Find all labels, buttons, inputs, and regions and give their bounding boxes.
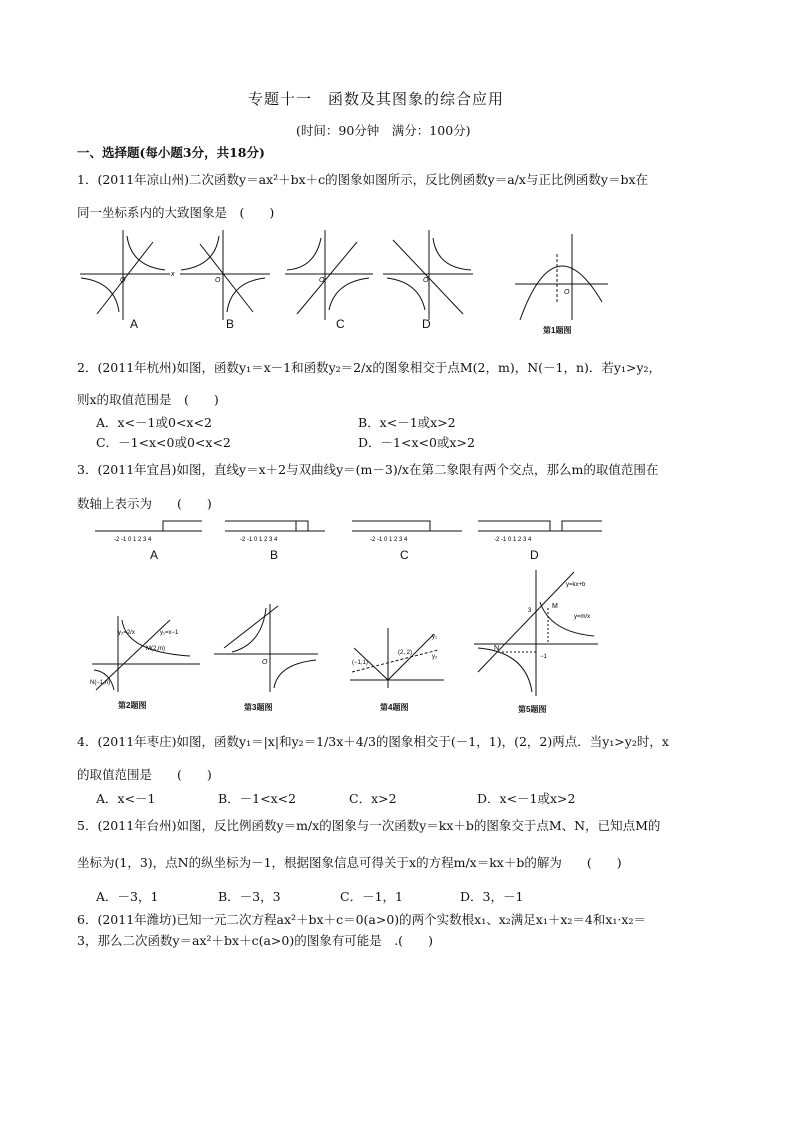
question-5-line-1: 5．(2011年台州)如图，反比例函数y＝m/x的图象与一次函数y＝kx＋b的图象交于点M、N，已知点M的 [77,818,661,833]
q1-figure-caption: 第1题图 [543,326,572,335]
fig2-label-n: N(−1,n) [90,680,111,686]
q1-option-graphs [75,228,475,328]
q5-option-c: C．－1，1 [340,889,403,904]
q3-option-c: C [400,548,409,562]
q3-option-b: B [270,548,279,562]
question-5-line-2: 坐标为(1，3)，点N的纵坐标为－1，根据图象信息可得关于x的方程m/x＝kx＋b的解为 ( ) [77,855,622,870]
q4-option-d: D．x<－1或x>2 [477,791,576,806]
fig5-label-line: y=kx+b [566,582,586,588]
fig5-label-m: M [552,603,558,610]
svg-text:O: O [262,659,268,666]
q2-option-b: B．x<－1或x>2 [358,415,456,430]
svg-text:O: O [120,277,126,284]
q5-option-b: B．－3，3 [218,889,281,904]
q5-option-d: D．3，－1 [460,889,524,904]
q1-option-b: B [226,317,235,331]
fig4-label-p2: (−1,1) [352,660,368,666]
q4-option-a: A．x<－1 [96,791,156,806]
question-1-line-2: 同一坐标系内的大致图象是 ( ) [77,205,275,220]
q4-option-c: C．x>2 [349,791,397,806]
question-2-line-1: 2．(2011年杭州)如图，函数y₁＝x－1和函数y₂＝2/x的图象相交于点M(2，m)，N(－1，n)．若y₁>y₂， [77,360,662,375]
question-3-line-1: 3．(2011年宜昌)如图，直线y＝x＋2与双曲线y＝(m－3)/x在第二象限有两个交点，那么m的取值范围在 [77,462,659,477]
figure-5 [470,568,600,700]
svg-text:O: O [423,277,429,284]
figure-2 [90,614,205,694]
svg-text:x: x [171,271,175,278]
page-title: 专题十一 函数及其图象的综合应用 [248,90,505,108]
figure-5-caption: 第5题图 [518,705,547,714]
fig4-label-p1: (2, 2) [398,650,413,656]
fig2-label-y1: y₁=x−1 [160,630,179,636]
question-2-line-2: 则x的取值范围是 ( ) [77,392,219,407]
question-1-line-1: 1．(2011年凉山州)二次函数y＝ax²＋bx＋c的图象如图所示，反比例函数y＝a/x与正比例函数y＝bx在 [77,172,649,187]
q5-option-a: A．－3，1 [96,889,159,904]
svg-text:-2 -1 0 1 2 3 4: -2 -1 0 1 2 3 4 [114,537,152,543]
figure-4-caption: 第4题图 [380,703,409,712]
q4-option-b: B．－1<x<2 [218,791,297,806]
fig5-label-n: N [494,645,500,652]
figure-2-caption: 第2题图 [118,701,147,710]
q3-option-d: D [530,548,539,562]
svg-text:O: O [215,277,221,284]
q1-option-d: D [422,317,431,331]
q1-figure [510,232,610,324]
figure-4 [348,628,448,690]
q1-graph-b [180,230,270,320]
q2-option-a: A．x<－1或0<x<2 [96,415,212,430]
q1-graph-d [383,230,473,320]
q1-graph-a [80,230,170,320]
svg-text:O: O [319,277,325,284]
page-subtitle: (时间：90分钟 满分：100分) [296,123,471,138]
question-4-line-2: 的取值范围是 ( ) [77,767,212,782]
q1-option-c: C [336,317,345,331]
question-6-line-2: 3，那么二次函数y＝ax²＋bx＋c(a>0)的图象有可能是 .( ) [77,933,433,948]
fig4-label-y1: y₁ [432,634,438,640]
svg-text:O: O [564,289,570,296]
question-3-line-2: 数轴上表示为 ( ) [77,496,212,511]
svg-text:-2 -1 0 1 2 3 4: -2 -1 0 1 2 3 4 [370,537,408,543]
q3-number-lines [90,518,610,546]
fig4-label-y2: y₂ [432,654,438,660]
svg-text:-2 -1 0 1 2 3 4: -2 -1 0 1 2 3 4 [494,537,532,543]
fig2-label-m: M(2,m) [146,646,165,652]
question-4-line-1: 4．(2011年枣庄)如图，函数y₁＝|x|和y₂＝1/3x＋4/3的图象相交于(－1，1)，(2，2)两点．当y₁>y₂时，x [77,734,669,749]
fig5-label-3: 3 [528,608,532,614]
figure-3 [212,600,322,695]
q1-option-a: A [130,317,139,331]
fig2-label-y2: y₂=2/x [118,630,135,636]
svg-text:-2 -1 0 1 2 3 4: -2 -1 0 1 2 3 4 [240,537,278,543]
fig5-label-neg1: −1 [540,654,547,660]
q3-option-a: A [150,548,159,562]
q2-option-c: C．－1<x<0或0<x<2 [96,435,231,450]
fig5-label-curve: y=m/x [574,614,591,620]
q2-option-d: D．－1<x<0或x>2 [358,435,475,450]
q1-graph-c [285,230,373,320]
question-6-line-1: 6．(2011年潍坊)已知一元二次方程ax²＋bx＋c＝0(a>0)的两个实数根x₁、x₂满足x₁＋x₂＝4和x₁·x₂＝ [77,912,646,927]
section-heading: 一、选择题(每小题3分，共18分) [77,145,265,160]
figure-3-caption: 第3题图 [244,703,273,712]
